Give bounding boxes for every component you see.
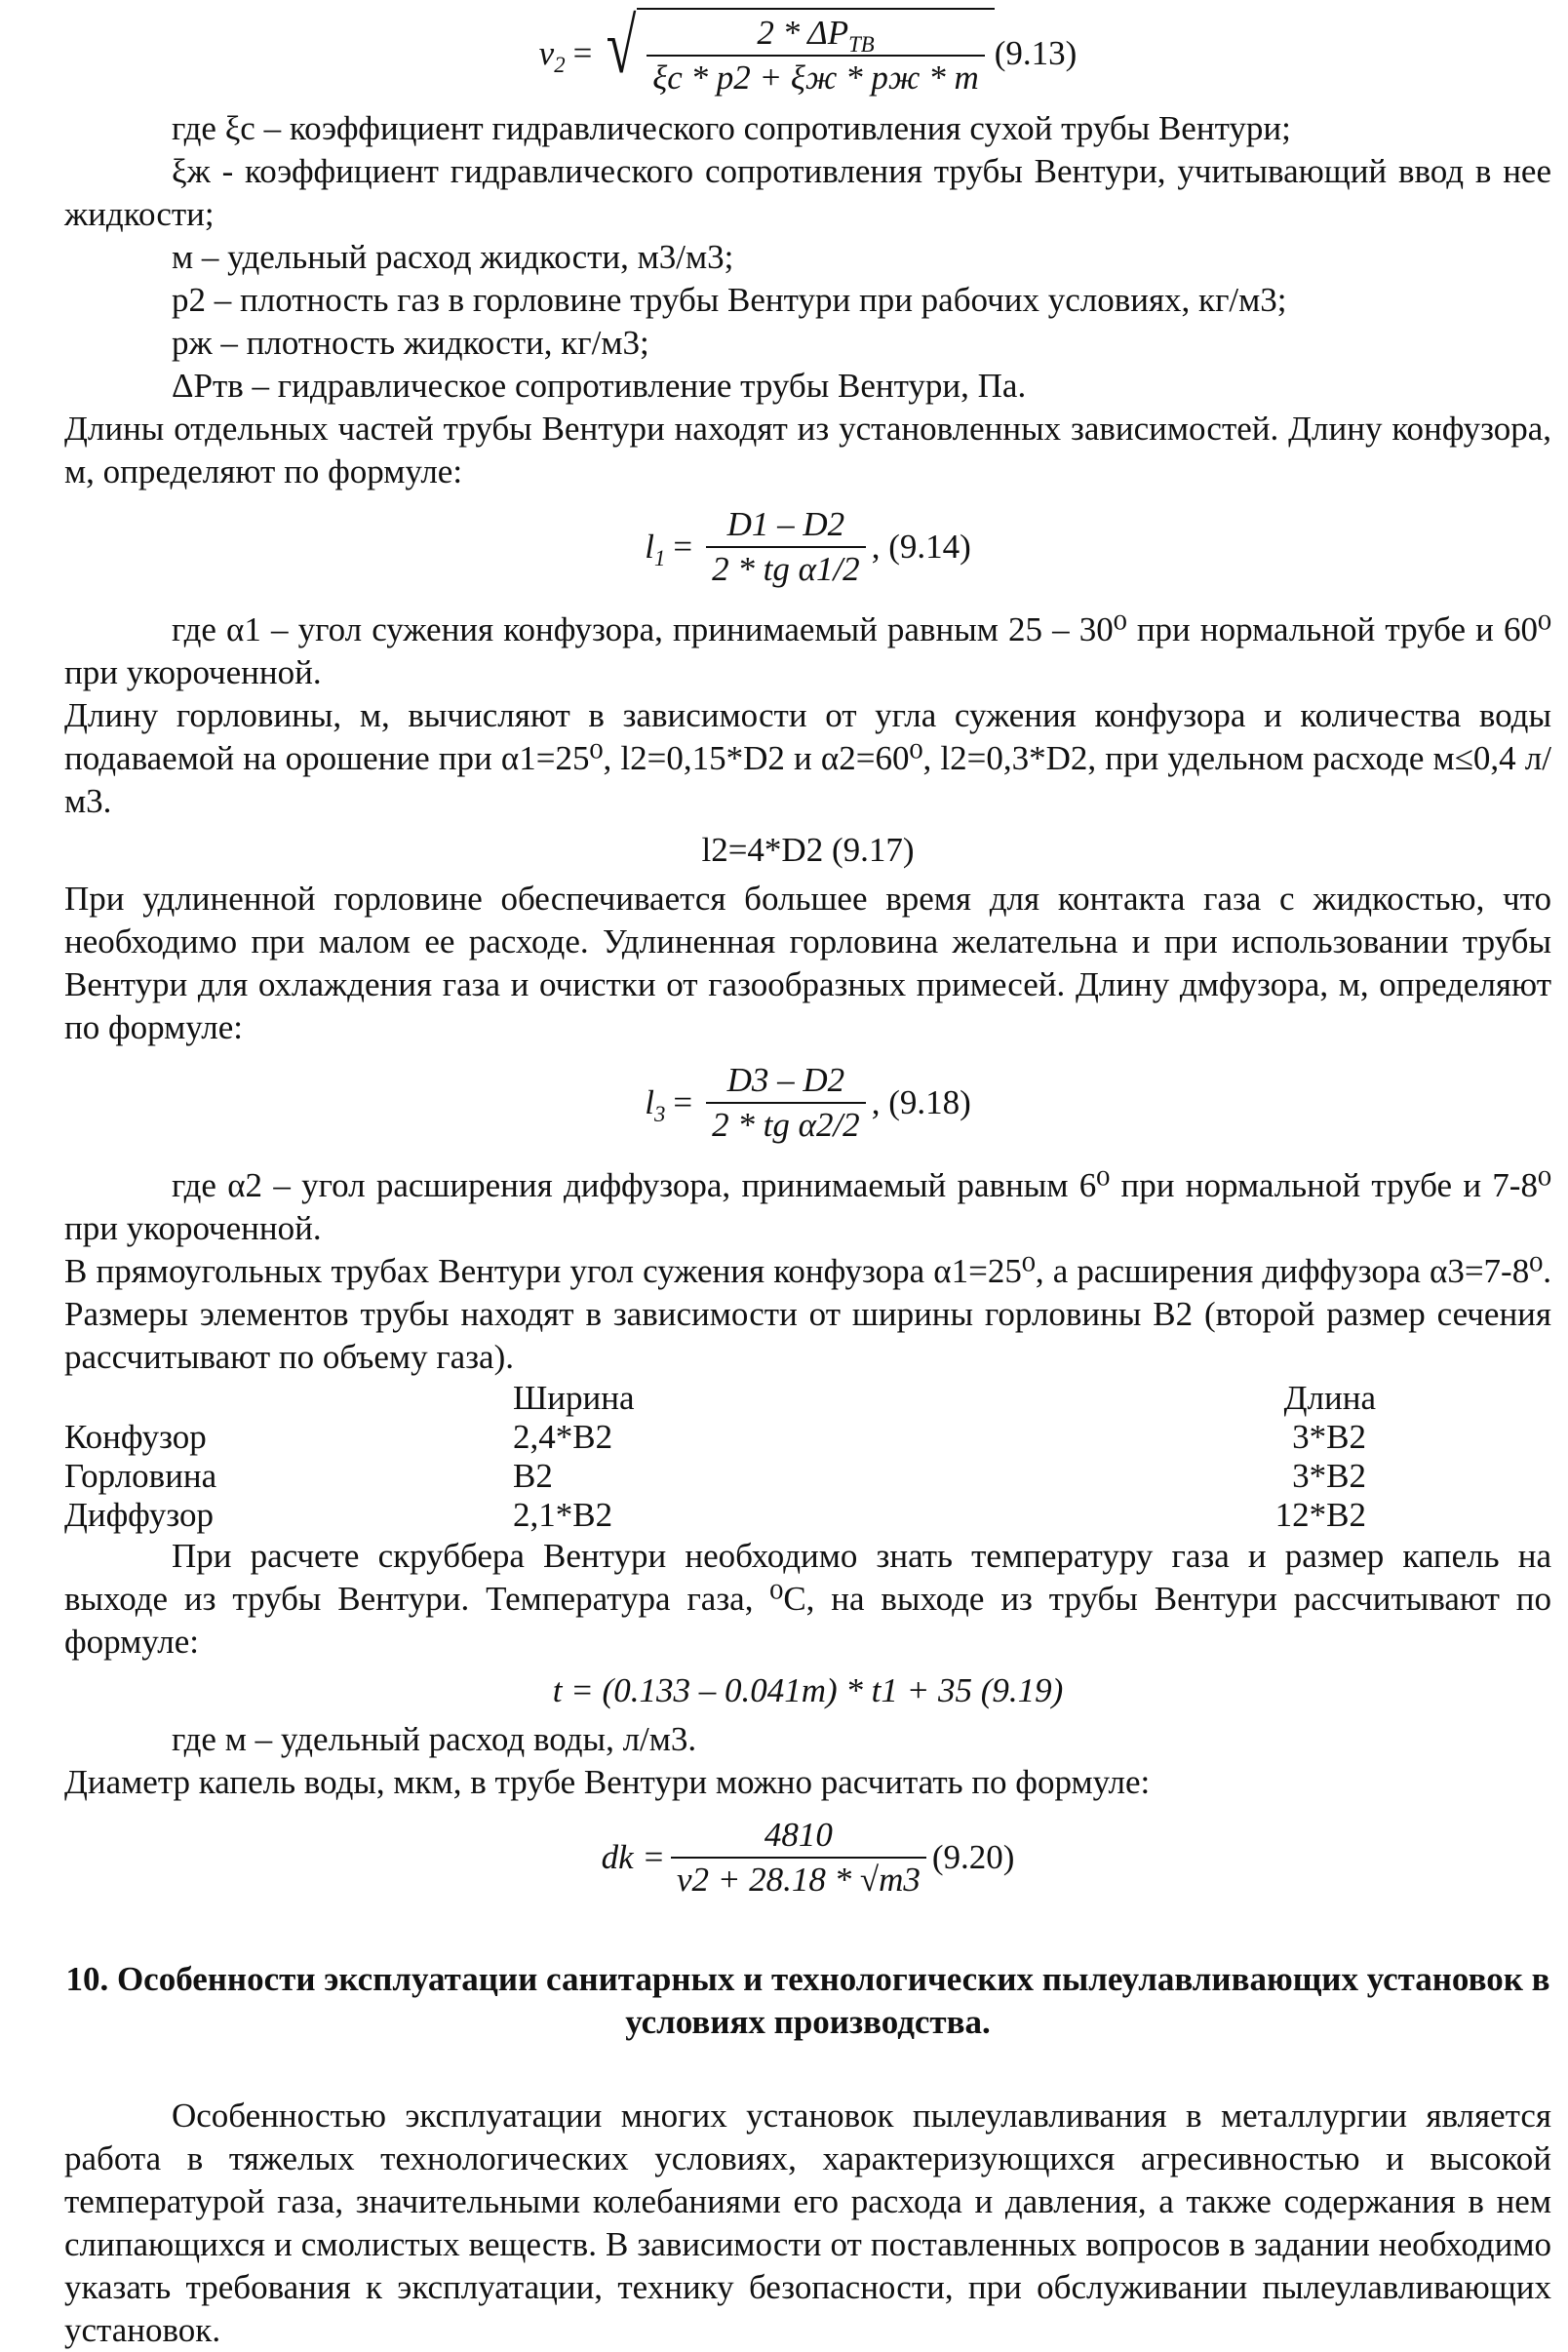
dimensions-table bbox=[64, 1379, 1551, 1535]
formula-lhs: $v_2$ bbox=[538, 34, 566, 77]
def-xi-c: где ξс – коэффициент гидравлического сопротивления сухой трубы Вентури; bbox=[172, 109, 1291, 147]
def-m: м – удельный расход жидкости, м3/м3; bbox=[172, 238, 734, 276]
table-cell: Конфузор bbox=[64, 1418, 207, 1456]
table-cell: 2,1*В2 bbox=[513, 1496, 613, 1534]
table-header: Длина bbox=[1283, 1379, 1376, 1417]
def-pzh: pж – плотность жидкости, кг/м3; bbox=[172, 324, 649, 362]
def-p2: p2 – плотность газ в горловине трубы Вентури при рабочих условиях, кг/м3; bbox=[172, 281, 1287, 319]
sqrt-symbol: √ $\frac{2 * \Delta P_{TB}}{\xi c * p2 + \xi ж * pж * m}$ bbox=[600, 8, 994, 99]
para-rect: В прямоугольных трубах Вентури угол сужения конфузора α1=25⁰, а расширения диффузора α3=7-8⁰. Размеры элементов трубы находят в зависимости от ширины горловины В2 (второй размер сечения рассчитывают по объему газа). bbox=[64, 1252, 1551, 1376]
table-cell: 12*В2 bbox=[1274, 1496, 1366, 1534]
para-extended: При удлиненной горловине обеспечивается большее время для контакта газа с жидкостью, что необходимо при малом ее расходе. Удлиненная горловина желательна и при использовании трубы Вентури для охлаждения газа и очистки от газообразных примесей. Длину дмфузора, м, определяют по формуле: bbox=[64, 880, 1551, 1046]
table-cell: Горловина bbox=[64, 1457, 217, 1495]
table-cell: 2,4*В2 bbox=[513, 1418, 613, 1456]
document-page bbox=[64, 4, 1551, 2352]
table-cell: Диффузор bbox=[64, 1496, 215, 1534]
para-final: Особенностью эксплуатации многих установок пылеулавливания в металлургии является работа в тяжелых технологических условиях, характеризующихся агресивностью и высокой температурой газа, значительными колебаниями его расхода и давления, а также содержания в нем слипающихся и смолистых веществ. В зависимости от поставленных вопросов в задании необходимо указать требования к эксплуатации, технику безопасности, при обслуживании пылеулавливающих установок. bbox=[64, 2097, 1551, 2349]
para-diam: Диаметр капель воды, мкм, в трубе Вентури можно расчитать по формуле: bbox=[64, 1763, 1151, 1801]
def-xi-zh: ξж - коэффициент гидравлического сопротивления трубы Вентури, учитывающий ввод в нее жидкости; bbox=[64, 152, 1551, 233]
formula-9-17: l2=4*D2 (9.17) bbox=[701, 831, 915, 869]
para-throat: Длину горловины, м, вычисляют в зависимости от угла сужения конфузора и количества воды подаваемой на орошение при α1=25⁰, l2=0,15*D2 и α2=60⁰, l2=0,3*D2, при удельном расходе м≤0,4 л/м3. bbox=[64, 696, 1551, 820]
table-header bbox=[64, 1379, 513, 1418]
para-alpha2: где α2 – угол расширения диффузора, принимаемый равным 6⁰ при нормальной трубе и 7-8⁰ при укороченной. bbox=[64, 1166, 1551, 1247]
para-m: где м – удельный расход воды, л/м3. bbox=[172, 1720, 697, 1758]
def-dp: ΔPтв – гидравлическое сопротивление трубы Вентури, Па. bbox=[172, 367, 1027, 405]
para-alpha1: где α1 – угол сужения конфузора, принимаемый равным 25 – 30⁰ при нормальной трубе и 60⁰ при укороченной. bbox=[64, 610, 1551, 691]
formula-9-19: t = (0.133 – 0.041m) * t1 + 35 (9.19) bbox=[552, 1671, 1064, 1709]
formula-9-18: $l_3$ = $\frac{D3 - D2}{\text{2 * tg α2/2}}$ , (9.18) bbox=[64, 1059, 1551, 1147]
formula-9-14: $l_1$ = $\frac{D1 - D2}{\text{2 * tg α1/2}}$ , (9.14) bbox=[64, 503, 1551, 591]
formula-denominator: ξc * p2 + ξж * pж * m bbox=[647, 55, 985, 99]
table-cell: 3*В2 bbox=[1292, 1418, 1366, 1456]
section-title: 10. Особенности эксплуатации санитарных и технологических пылеулавливающих установок в условиях производства. bbox=[65, 1960, 1550, 2041]
para-temp: При расчете скруббера Вентури необходимо знать температуру газа и размер капель на выходе из трубы Вентури. Температура газа, ⁰С, на выходе из трубы Вентури рассчитывают по формуле: bbox=[64, 1537, 1551, 1661]
table-cell: В2 bbox=[513, 1457, 553, 1495]
formula-9-13: $v_2$ = √ $\frac{2 * \Delta P_{TB}}{\xi c * p2 + \xi ж * pж * m}$ (9.13) bbox=[64, 8, 1551, 99]
formula-9-20: dk = $\frac{4810}{v2 + 28.18 * √m3}$ (9.20) bbox=[64, 1814, 1551, 1901]
formula-label: (9.13) bbox=[994, 34, 1078, 72]
table-cell: 3*В2 bbox=[1292, 1457, 1366, 1495]
para-lengths: Длины отдельных частей трубы Вентури находят из установленных зависимостей. Длину конфузора, м, определяют по формуле: bbox=[64, 410, 1551, 490]
table-header: Ширина bbox=[513, 1379, 635, 1417]
